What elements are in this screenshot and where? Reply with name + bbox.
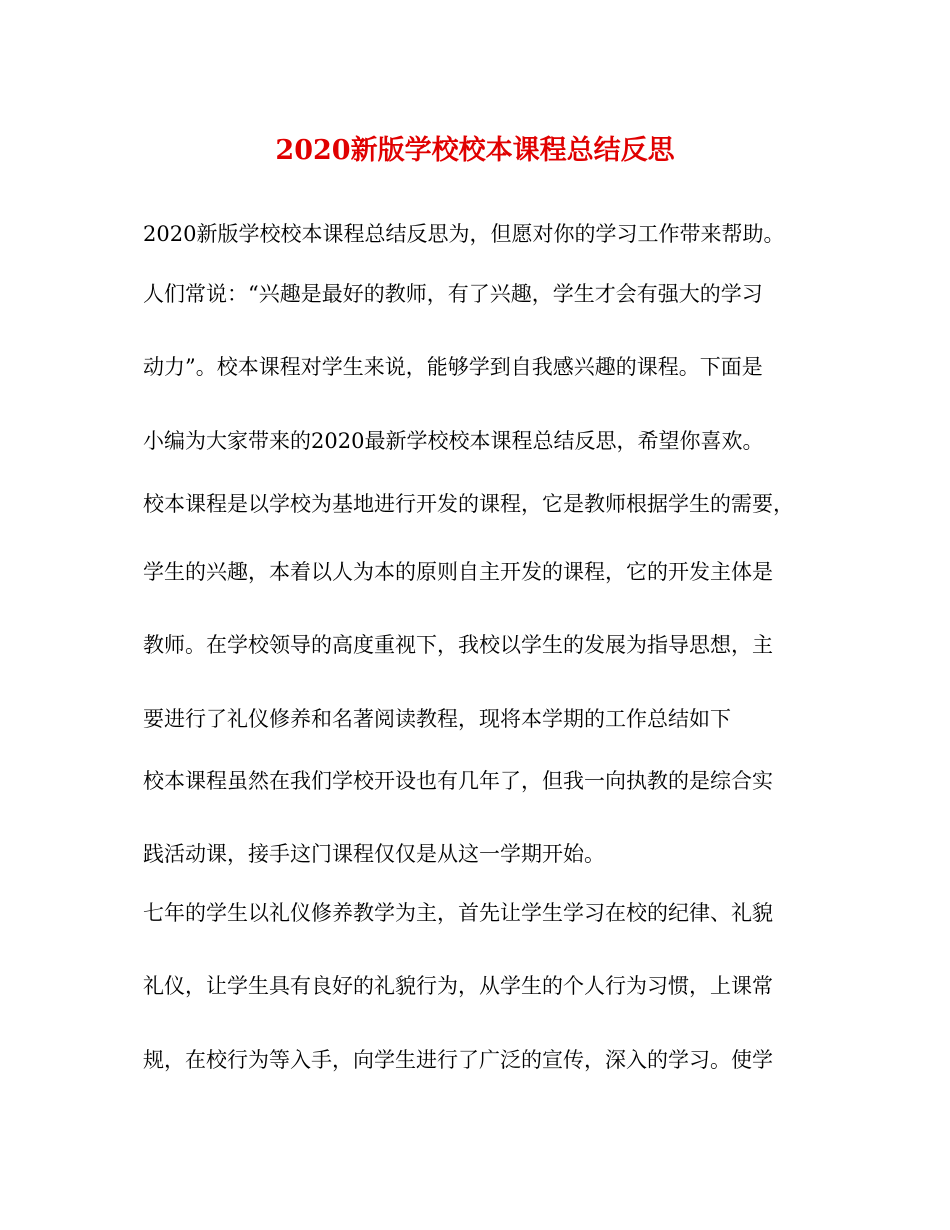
- body-line-9: 校本课程虽然在我们学校开设也有几年了，但我一向执教的是综合实: [143, 769, 773, 793]
- body-line-3: 动力”。校本课程对学生来说，能够学到自我感兴趣的课程。下面是: [143, 355, 763, 379]
- body-line-4: 小编为大家带来的2020最新学校校本课程总结反思，希望你喜欢。: [143, 429, 764, 453]
- body-line-7: 教师。在学校领导的高度重视下，我校以学生的发展为指导思想，主: [143, 633, 773, 657]
- body-line-10: 践活动课，接手这门课程仅仅是从这一学期开始。: [143, 842, 605, 866]
- body-line-2: 人们常说：“兴趣是最好的教师，有了兴趣，学生才会有强大的学习: [143, 282, 763, 306]
- body-line-12: 礼仪，让学生具有良好的礼貌行为，从学生的个人行为习惯，上课常: [143, 974, 773, 998]
- body-line-1: 2020新版学校校本课程总结反思为，但愿对你的学习工作带来帮助。: [143, 222, 785, 246]
- document-title: 2020新版学校校本课程总结反思: [275, 135, 675, 166]
- body-line-6: 学生的兴趣，本着以人为本的原则自主开发的课程，它的开发主体是: [143, 560, 773, 584]
- body-line-11: 七年的学生以礼仪修养教学为主，首先让学生学习在校的纪律、礼貌: [143, 901, 773, 925]
- body-line-13: 规，在校行为等入手，向学生进行了广泛的宣传，深入的学习。使学: [143, 1048, 773, 1072]
- body-line-5: 校本课程是以学校为基地进行开发的课程，它是教师根据学生的需要，: [143, 492, 794, 516]
- body-line-8: 要进行了礼仪修养和名著阅读教程，现将本学期的工作总结如下: [143, 707, 731, 731]
